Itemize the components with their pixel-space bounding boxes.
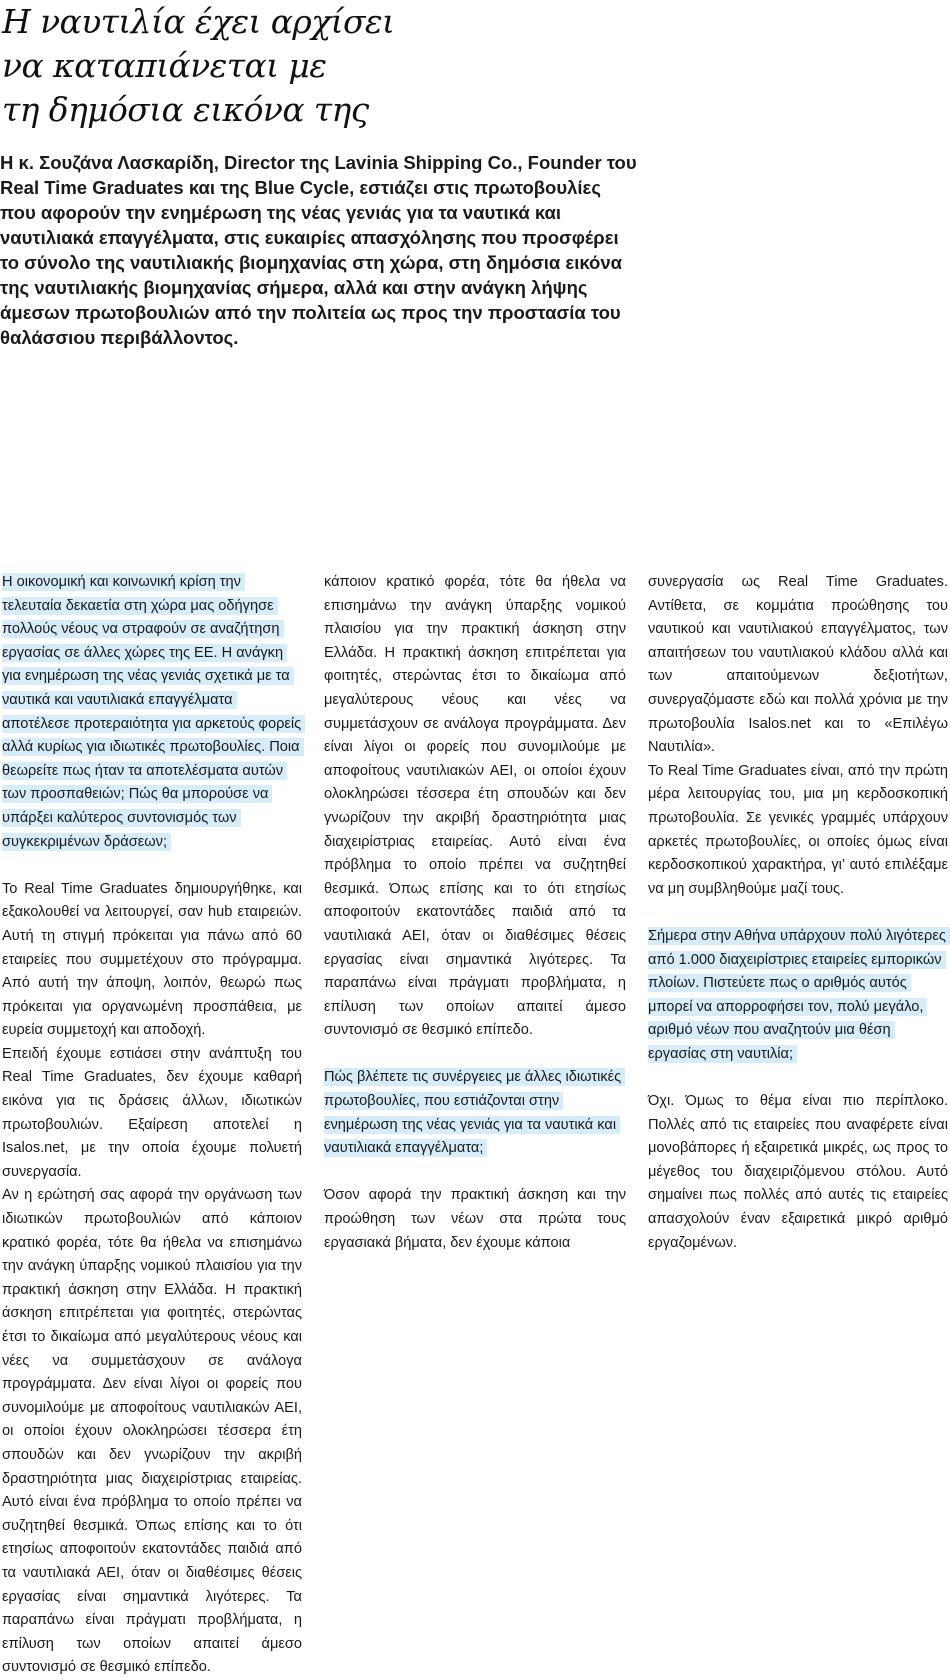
question-1 [2, 571, 302, 854]
question-3 [648, 925, 948, 1067]
question-2-text: Πώς βλέπετε τις συνέργειες με άλλες ιδιωτικές πρωτοβουλίες, που εστιάζονται στην ενημέρωση της νέας γενιάς για τα ναυτικά και ναυτιλιακά επαγγέλματα; [324, 1068, 625, 1157]
answer-paragraph: Επειδή έχουμε εστιάσει στην ανάπτυξη του Real Time Graduates, δεν έχουμε καθαρή εικόνα για τις δράσεις άλλων, ιδιωτικών πρωτοβουλιών. Εξαίρεση αποτελεί η Isalos.net, με την οποία έχουμε πολυετή συνεργασία. [2, 1045, 302, 1180]
question-1-text: Η οικονομική και κοινωνική κρίση την τελευταία δεκαετία στη χώρα μας οδήγησε πολλούς νέους να στραφούν σε αναζήτηση εργασίας σε άλλες χώρες της ΕΕ. Η ανάγκη για ενημέρωση της νέας γενιάς σχετικά με τα ναυτικά και ναυτιλιακά επαγγέλματα αποτέλεσε προτεραιότητα για αρκετούς φορείς αλλά κυρίως για ιδιωτικές πρωτοβουλίες. Ποια θεωρείτε πως ήταν τα αποτελέσματα αυτών των προσπαθειών; Πώς θα μπορούσε να υπάρξει καλύτερος συντονισμός των συγκεκριμένων δράσεων; [2, 573, 305, 851]
question-3-text: Σήμερα στην Αθήνα υπάρχουν πολύ λιγότερες από 1.000 διαχειρίστριες εταιρείες εμπορικών πλοίων. Πιστεύετε πως ο αριθμός αυτός μπορεί να απορροφήσει τον, πολύ μεγάλο, αριθμό νέων που αναζητούν μια θέση εργασίας στη ναυτιλία; [648, 927, 950, 1063]
answer-paragraph-continued: Αν η ερώτησή σας αφορά την οργάνωση των ιδιωτικών πρωτοβουλιών από κάποιον κρατικό φορέα, τότε θα ήθελα να επισημάνω την ανάγκη ύπαρξης νομικού πλαισίου για την πρακτική άσκηση στην Ελλάδα. Η πρακτική άσκηση επιτρέπεται για φοιτητές, στερώντας έτσι το δικαίωμα από μεγαλύτερους νέους και νέες να συμμετάσχουν σε ανάλογα προγράμματα. Δεν είναι λίγοι οι φορείς που συνομιλούμε με αποφοίτους ναυτιλιακών ΑΕΙ, οι οποίοι έχουν ολοκληρώσει τέσσερα έτη σπουδών και δεν γνωρίζουν την ακριβή δραστηριότητα μιας διαχειρίστριας εταιρείας. Αυτό είναι ένα πρόβλημα το οποίο πρέπει να συζητηθεί θεσμικά. Όπως επίσης και το ότι ετησίως αποφοιτούν εκατοντάδες παιδιά από τα ναυτιλιακά ΑΕΙ, όταν οι διαθέσιμες θέσεις εργασίας είναι σημαντικά λιγότερες. Τα παραπάνω είναι πράγματι προβλήματα, η επίλυση των οποίων απαιτεί άμεσο συντονισμό σε θεσμικό επίπεδο. [2, 1187, 302, 1676]
question-2 [324, 1066, 626, 1160]
answer-paragraph-continuation: συνεργασία ως Real Time Graduates. Αντίθετα, σε κομμάτια προώθησης του ναυτικού και ναυτιλιακού επαγγέλματος, των απαιτήσεων του ναυτιλιακού κλάδου αλλά και των απαιτούμενων δεξιοτήτων, συνεργαζόμαστε εδώ και πολλά χρόνια με την πρωτοβουλία Isalos.net και το «Επιλέγω Ναυτιλία». [648, 574, 948, 756]
title-line: Η ναυτιλία έχει αρχίσει [2, 2, 395, 41]
title-line: να καταπιάνεται με [2, 46, 327, 85]
answer-paragraph: Όσον αφορά την πρακτική άσκηση και την προώθηση των νέων στα πρώτα τους εργασιακά βήματα, δεν έχουμε κάποια [324, 1187, 626, 1251]
column-3 [648, 571, 948, 1255]
column-1 [2, 571, 302, 1676]
answer-paragraph: Το Real Time Graduates είναι, από την πρώτη μέρα λειτουργίας του, μια μη κερδοσκοπική πρωτοβουλία. Σε γενικές γραμμές υπάρχουν αρκετές πρωτοβουλίες, οι οποίες όμως είναι κερδοσκοπικού χαρακτήρα, γι’ αυτό επιλέξαμε να μη συμβληθούμε μαζί τους. [648, 762, 948, 897]
column-2 [324, 571, 626, 1255]
answer-paragraph: Το Real Time Graduates δημιουργήθηκε, και εξακολουθεί να λειτουργεί, σαν hub εταιρειών. Αυτή τη στιγμή πρόκειται για πάνω από 60 εταιρείες που συμμετέχουν στο πρόγραμμα. Από αυτή την άποψη, λοιπόν, θεωρώ πως πρόκειται για οργανωμένη προσπάθεια, με ευρεία συμμετοχή και αποδοχή. [2, 880, 302, 1039]
article-title [2, 0, 522, 132]
answer-paragraph: Όχι. Όμως το θέμα είναι πιο περίπλοκο. Πολλές από τις εταιρείες που αναφέρετε είναι μονοβάπορες ή εξαιρετικά μικρές, ως προς το μέγεθος του διαχειριζόμενου στόλου. Αυτό σημαίνει πως πολλές από αυτές τις εταιρείες απασχολούν έναν εξαιρετικά μικρό αριθμό εργαζομένων. [648, 1093, 948, 1251]
title-line: τη δημόσια εικόνα της [2, 90, 369, 129]
article-lead: Η κ. Σουζάνα Λασκαρίδη, Director της Lavinia Shipping Co., Founder του Real Time Graduates και της Blue Cycle, εστιάζει στις πρωτοβουλίες που αφορούν την ενημέρωση της νέας γενιάς για τα ναυτικά και ναυτιλιακά επαγγέλματα, στις ευκαιρίες απασχόλησης που προσφέρει το σύνολο της ναυτιλιακής βιομηχανίας στη χώρα, στη δημόσια εικόνα της ναυτιλιακής βιομηχανίας σήμερα, αλλά και στην ανάγκη λήψης άμεσων πρωτοβουλιών από την πολιτεία ως προς την προστασία του θαλάσσιου περιβάλλοντος. [0, 152, 637, 348]
answer-paragraph-continuation: κάποιον κρατικό φορέα, τότε θα ήθελα να επισημάνω την ανάγκη ύπαρξης νομικού πλαισίου για την πρακτική άσκηση στην Ελλάδα. Η πρακτική άσκηση επιτρέπεται για φοιτητές, στερώντας έτσι το δικαίωμα από μεγαλύτερους νέους και νέες να συμμετάσχουν σε ανάλογα προγράμματα. Δεν είναι λίγοι οι φορείς που συνομιλούμε με αποφοίτους ναυτιλιακών ΑΕΙ, οι οποίοι έχουν ολοκληρώσει τέσσερα έτη σπουδών και δεν γνωρίζουν την ακριβή δραστηριότητα μιας διαχειρίστριας εταιρείας. Αυτό είναι ένα πρόβλημα το οποίο πρέπει να συζητηθεί θεσμικά. Όπως επίσης και το ότι ετησίως αποφοιτούν εκατοντάδες παιδιά από τα ναυτιλιακά ΑΕΙ, όταν οι διαθέσιμες θέσεις εργασίας είναι σημαντικά λιγότερες. Τα παραπάνω είναι πράγματι προβλήματα, η επίλυση των οποίων απαιτεί άμεσο συντονισμό σε θεσμικό επίπεδο. [324, 574, 626, 1039]
